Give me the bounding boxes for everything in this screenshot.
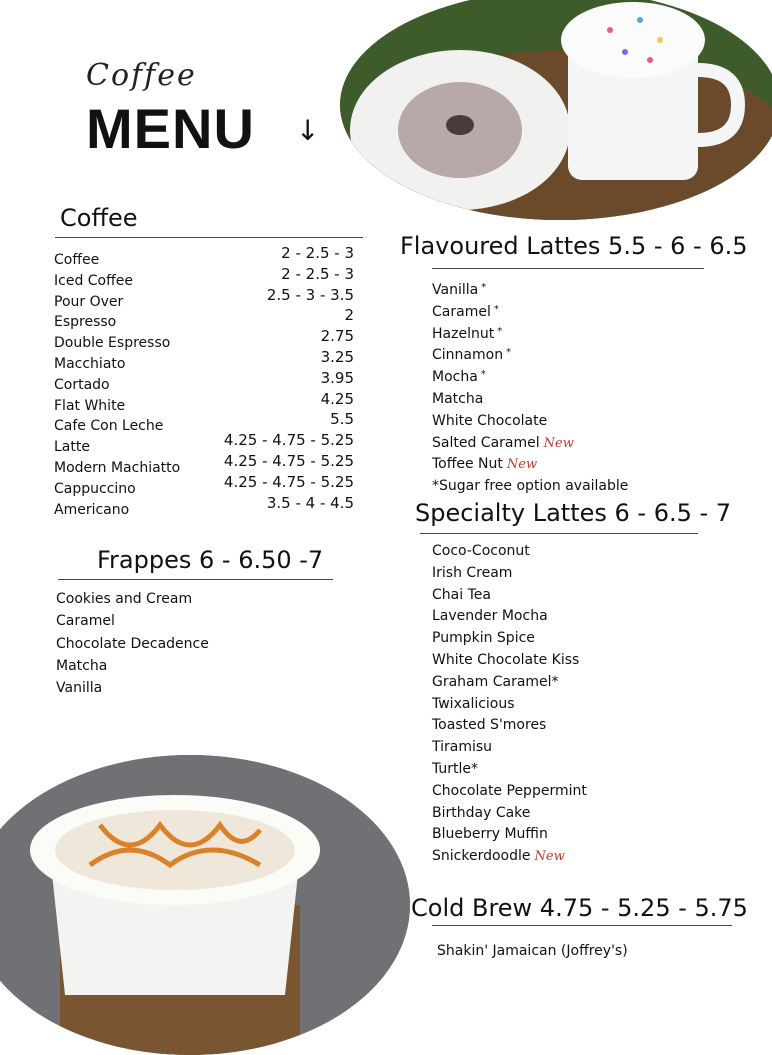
menu-item-name: Tiramisu (432, 739, 493, 756)
menu-item (432, 696, 515, 712)
menu-item-price: 4.25 - 4.75 - 5.25 (223, 452, 354, 470)
menu-item-price: 2 (344, 306, 354, 325)
menu-item (432, 674, 559, 690)
menu-item (432, 543, 530, 559)
menu-item-name: Chai Tea (432, 586, 491, 603)
menu-item-price: 2.5 - 3 - 3.5 (266, 285, 354, 304)
new-badge: New (543, 435, 574, 451)
menu-item-name: Vanilla (56, 680, 103, 697)
new-badge: New (534, 849, 565, 865)
frappes-divider (58, 579, 333, 580)
flavoured-divider (432, 268, 704, 269)
menu-item (432, 587, 491, 603)
menu-item-name: Flat White (54, 397, 126, 414)
menu-item-price: 3.95 (320, 368, 354, 387)
menu-item (432, 304, 499, 320)
menu-item-name: Americano (54, 501, 130, 518)
menu-item-name: Chocolate Decadence (56, 635, 209, 652)
menu-item-name: Chocolate Peppermint (432, 782, 587, 799)
menu-item-name: Caramel (56, 613, 115, 630)
menu-item (432, 848, 565, 864)
flavoured-lattes-heading: Flavoured Lattes 5.5 - 6 - 6.5 (400, 232, 748, 260)
donut-coffee-illustration (340, 0, 772, 220)
frappes-heading: Frappes 6 - 6.50 -7 (97, 546, 324, 574)
menu-item (432, 435, 574, 451)
menu-item (432, 282, 486, 298)
menu-item-name: Pour Over (54, 293, 124, 310)
menu-item-name: Irish Cream (432, 564, 513, 581)
sugar-free-star: * (497, 325, 503, 337)
specialty-divider (420, 533, 698, 534)
menu-item (432, 717, 546, 733)
menu-item-name: Cinnamon (432, 347, 504, 364)
menu-item-price: 4.25 - 4.75 - 5.25 (223, 431, 354, 450)
sugar-free-star: * (506, 347, 512, 359)
menu-item (432, 783, 587, 799)
menu-item-name: Vanilla (432, 282, 479, 298)
arrow-down-icon: ↓ (296, 114, 320, 147)
donut-coffee-photo (340, 0, 772, 220)
menu-item-price: 3.25 (320, 348, 354, 366)
menu-item-name: Salted Caramel (432, 434, 540, 451)
menu-item (432, 630, 535, 646)
menu-item-price: 3.5 - 4 - 4.5 (266, 493, 354, 512)
menu-item-name: Cafe Con Leche (54, 418, 164, 435)
menu-item-name: Matcha (56, 657, 108, 674)
menu-item-name: Mocha (432, 369, 478, 386)
menu-item (432, 347, 511, 363)
menu-item (432, 369, 486, 385)
menu-title: MENU (86, 97, 255, 160)
sugar-free-star: * (493, 303, 499, 315)
menu-item-name: Toffee Nut (432, 456, 503, 473)
menu-item (432, 456, 537, 472)
menu-item-name: Twixalicious (432, 695, 515, 712)
coffee-divider (55, 237, 363, 238)
menu-item-name: Macchiato (54, 356, 126, 372)
menu-item-name: Hazelnut (432, 325, 495, 342)
latte-cup-photo (0, 755, 410, 1055)
menu-item-name: Modern Machiatto (54, 460, 181, 476)
sugar-free-note: *Sugar free option available (432, 478, 629, 494)
menu-item (432, 739, 492, 755)
menu-item-name: White Chocolate Kiss (432, 652, 580, 668)
menu-item-price: 4.25 (320, 389, 354, 408)
menu-item-name: Cookies and Cream (56, 591, 193, 607)
menu-item-name: Espresso (54, 314, 117, 331)
menu-item-price: 5.5 (330, 410, 354, 429)
menu-item-name: Pumpkin Spice (432, 630, 535, 647)
menu-item (432, 805, 530, 821)
new-badge: New (506, 457, 538, 473)
menu-item-name: Caramel (432, 303, 491, 320)
menu-item-name: Cappuccino (54, 480, 136, 497)
menu-item-price: 2 - 2.5 - 3 (281, 264, 354, 283)
menu-item-name: Snickerdoodle (432, 848, 531, 865)
menu-item (432, 391, 483, 407)
specialty-lattes-heading: Specialty Lattes 6 - 6.5 - 7 (415, 499, 732, 527)
menu-item (432, 826, 548, 842)
menu-item-name: Birthday Cake (432, 804, 531, 821)
menu-item-name: Iced Coffee (54, 272, 133, 289)
sugar-free-star: * (481, 282, 487, 293)
menu-item-name: Double Espresso (54, 335, 171, 352)
menu-item-name: Lavender Mocha (432, 608, 548, 625)
menu-item-name: White Chocolate (432, 412, 548, 429)
menu-item (432, 652, 579, 668)
menu-item (432, 761, 478, 777)
menu-item (432, 326, 502, 342)
coffee-heading: Coffee (60, 204, 138, 232)
menu-item (432, 413, 547, 429)
sugar-free-star: * (480, 369, 486, 381)
menu-item-name: Shakin' Jamaican (Joffrey's) (437, 943, 628, 959)
menu-item-name: Cortado (54, 376, 110, 393)
menu-item-name: Toasted S'mores (432, 717, 547, 734)
menu-item (432, 565, 512, 581)
menu-item-name: Turtle* (432, 761, 479, 777)
menu-item-name: Graham Caramel* (432, 673, 559, 690)
latte-cup-illustration (0, 755, 410, 1055)
menu-item (432, 608, 548, 624)
menu-item-name: Latte (54, 439, 90, 456)
coffee-script-title: Coffee (86, 58, 197, 93)
menu-item-price: 2 - 2.5 - 3 (281, 244, 354, 262)
menu-item-price: 2.75 (320, 327, 354, 346)
menu-item-name: Coco-Coconut (432, 543, 530, 559)
menu-item-name: Blueberry Muffin (432, 826, 548, 843)
cold-brew-divider (432, 925, 732, 926)
menu-item-price: 4.25 - 4.75 - 5.25 (223, 472, 354, 491)
menu-item-name: Matcha (432, 391, 484, 407)
cold-brew-heading: Cold Brew 4.75 - 5.25 - 5.75 (411, 894, 748, 922)
menu-item-name: Coffee (54, 252, 100, 268)
